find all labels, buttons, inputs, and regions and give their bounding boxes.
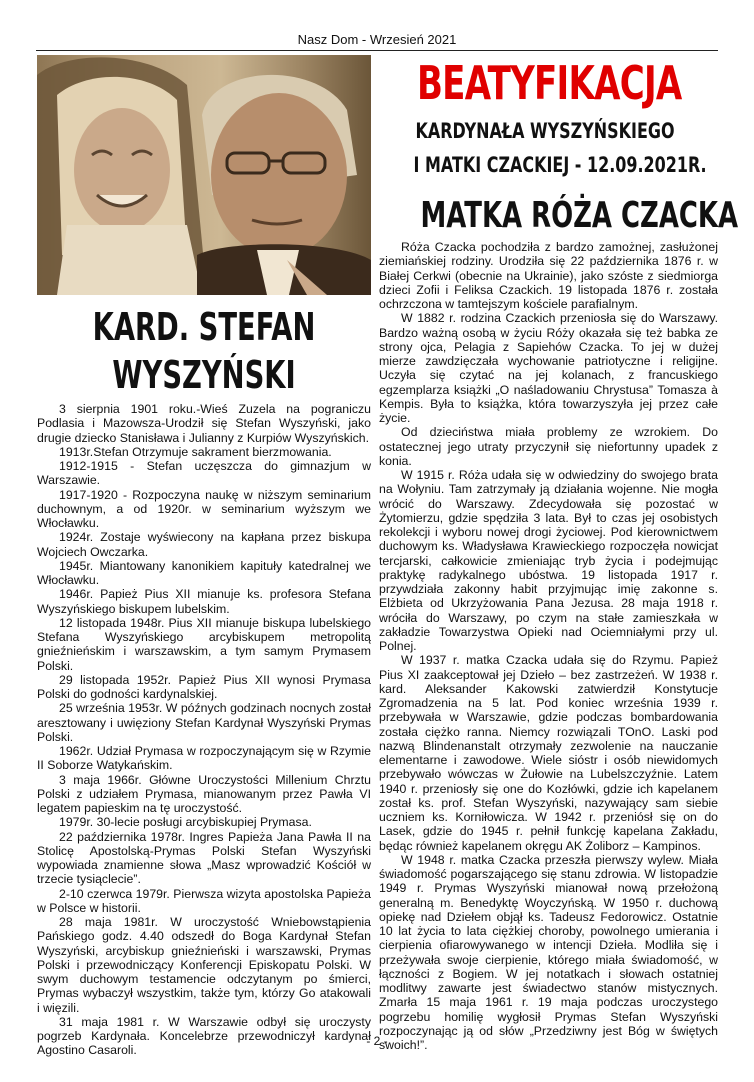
paragraph: Róża Czacka pochodziła z bardzo zamożnej, zasłużonej ziemiańskiej rodziny. Urodziła się 22 października 1876 r. w Białej Cerkwi (obecnie na Ukrainie), jako szóste z siedmiorga dzieci Zofii i Feliksa Czackich. 19 listopada 1876 r. została ochrzczona w tamtejszym kościele parafialnym. xyxy=(379,240,718,311)
czacka-column xyxy=(379,240,718,1052)
paragraph: 22 października 1978r. Ingres Papieża Jana Pawła II na Stolicę Apostolską-Prymas Polski Stefan Wyszyński wypowiada znamienne słowa „Masz wprowadzić Kościół w trzecie tysiąclecie”. xyxy=(37,829,371,887)
paragraph: 1913r.Stefan Otrzymuje sakrament bierzmowania. xyxy=(59,444,332,459)
paragraph: 29 listopada 1952r. Papież Pius XII wynosi Prymasa Polski do godności kardynalskiej. xyxy=(37,672,371,701)
photo-illustration xyxy=(37,55,371,295)
paragraph: 1979r. 30-lecie posługi arcybiskupiej Prymasa. xyxy=(59,815,312,830)
paragraph: 1924r. Zostaje wyświecony na kapłana przez biskupa Wojciech Owczarka. xyxy=(37,530,371,559)
wyszynski-heading-line-1: KARD. STEFAN xyxy=(92,305,316,349)
czacka-heading: MATKA RÓŻA CZACKA xyxy=(420,195,739,236)
paragraph: 31 maja 1981 r. W Warszawie odbył się uroczysty pogrzeb Kardynała. Koncelebrze przewodniczył kardynał Agostino Casaroli. xyxy=(37,1014,371,1058)
paragraph: 3 sierpnia 1901 roku.-Wieś Zuzela na pograniczu Podlasia i Mazowsza-Urodził się Stefan Wyszyński, jako drugie dziecko Stanisława i Julianny z Kurpiów Wyszyńskich. xyxy=(37,402,371,445)
paragraph: 1912-1915 - Stefan uczęszcza do gimnazjum w Warszawie. xyxy=(37,459,371,488)
paragraph: Od dzieciństwa miała problemy ze wzrokiem. Do ostatecznej jego utraty przyczynił się niefortunny upadek z konia. xyxy=(379,425,718,468)
paragraph: W 1948 r. matka Czacka przeszła pierwszy wylew. Miała świadomość pogarszającego się stanu zdrowia. W listopadzie 1949 r. Prymas Wyszyński mianował nową przełożoną generalną m. Benedyktę Woyczyńską. W 1950 r. duchową opiekę nad Dziełem objął ks. Tadeusz Fedorowicz. Ostatnie 10 lat życia to lata ciężkiej choroby, powolnego umierania i cierpienia ofiarowywanego w intencji Dzieła. Modliła się i przeżywała swoje cierpienie, którego miała świadomość, w łączności z Bogiem. W jej notatkach i słowach ostatniej modlitwy zawarte jest świadectwo stanów mistycznych. Zmarła 15 maja 1961 r. 19 maja podczas uroczystego pogrzebu homilię wygłosił Prymas Stefan Wyszyński rozpoczynając ją od słów „Przedziwny jest Bóg w świętych swoich!”. xyxy=(379,852,718,1052)
paragraph: 1917-1920 - Rozpoczyna naukę w niższym seminarium duchownym, a od 1920r. w seminarium wyższym we Włocławku. xyxy=(37,487,371,530)
main-title: BEATYFIKACJA xyxy=(416,56,682,110)
paragraph: W 1882 r. rodzina Czackich przeniosła się do Warszawy. Bardzo ważną osobą w życiu Róży okazała się też babka ze strony ojca, Pelagia z Sapiehów Czacka. To jej w dużej mierze zawdzięczała wychowanie patriotyczne i religijne. Uczyła się czytać na jej kolanach, z francuskiego egzemplarza książki „O naśladowaniu Chrystusa” Tomasza à Kempis. Była to książka, która towarzyszyła jej przez całe życie. xyxy=(379,311,718,425)
paragraph: 3 maja 1966r. Główne Uroczystości Millenium Chrztu Polski z udziałem Prymasa, mianowanym przez Pawła VI legatem papieskim na tę uroczystość. xyxy=(37,772,371,815)
paragraph: W 1915 r. Róża udała się w odwiedziny do swojego brata na Wołyniu. Tam zatrzymały ją działania wojenne. Nie mogła wrócić do Warszawy. Zdecydowała się pozostać w Żytomierzu, gdzie spędziła 3 lata. Był to czas jej osobistych rekolekcji i wyboru nowej drogi życiowej. Pod kierownictwem duchowym ks. Władysława Krawieckiego rozpoczęła nowicjat tercjarski, całkowicie zmieniając tryb życia i podejmując praktykę radykalnego ubóstwa. 19 listopada 1917 r. przywdziała zakonny habit przyjmując imię zakonne s. Elżbieta od Ukrzyżowania Pana Jezusa. 28 maja 1918 r. wróciła do Warszawy, po czym na stałe zamieszkała w zakładzie Towarzystwa Opieki nad Ociemniałymi przy ul. Polnej. xyxy=(379,468,718,653)
paragraph: 25 września 1953r. W późnych godzinach nocnych został aresztowany i uwięziony Stefan Kardynał Wyszyński Prymas Polski. xyxy=(37,701,371,744)
paragraph: W 1937 r. matka Czacka udała się do Rzymu. Papież Pius XI zaakceptował jej Dzieło – bez zastrzeżeń. W 1938 r. kard. Aleksander Kakowski zatwierdził Konstytucje Zgromadzenia na 5 lat. Pod koniec września 1939 r. przebywała w Warszawie, gdzie podczas bombardowania została ciężko ranna. Niemcy rozwiązali TOnO. Laski pod nazwą Blindenanstalt otrzymały zezwolenie na nauczanie elementarne i zawodowe. Wiele sióstr i osób niewidomych przebywało wówczas w Żułowie na Lubelszczyźnie. Latem 1940 r. przeniosły się one do Kozłówki, gdzie ich kapelanem został ks. prof. Stefan Wyszyński, nazywający sam siebie uczniem ks. Korniłowicza. W 1942 r. przeniósł się on do Lasek, gdzie do 1945 r. pełnił funkcję kapelana Zakładu, będąc również kapelanem okręgu AK Żoliborz – Kampinos. xyxy=(379,653,718,853)
subtitle-line-2: I MATKI CZACKIEJ - 12.09.2021R. xyxy=(413,153,707,177)
paragraph: 28 maja 1981r. W uroczystość Wniebowstąpienia Pańskiego godz. 4.40 odszedł do Boga Kardynał Stefan Wyszyński, arcybiskup gnieźnieński i warszawski, Prymas Polski i przewodniczący Konferencji Episkopatu Polski. W swym duchowym testamencie odczytanym po śmierci, Prymas wybaczył wszystkim, także tym, którzy Go atakowali i więzili. xyxy=(37,915,371,1015)
header-rule xyxy=(36,50,718,51)
page-number: - 2 - xyxy=(366,1034,388,1048)
sepia-photo xyxy=(37,55,371,295)
wyszynski-heading-line-2: WYSZYŃSKI xyxy=(112,353,296,397)
paragraph: 2-10 czerwca 1979r. Pierwsza wizyta apostolska Papieża w Polsce w historii. xyxy=(37,886,371,915)
paragraph: 12 listopada 1948r. Pius XII mianuje biskupa lubelskiego Stefana Wyszyńskiego arcybiskupem metropolitą gnieźnieńskim i warszawskim, a tym samym Prymasem Polski. xyxy=(37,615,371,673)
paragraph: 1945r. Miantowany kanonikiem kapituły katedralnej we Włocławku. xyxy=(37,558,371,587)
wyszynski-column xyxy=(37,402,371,1058)
running-header: Nasz Dom - Wrzesień 2021 xyxy=(297,32,457,47)
paragraph: 1946r. Papież Pius XII mianuje ks. profesora Stefana Wyszyńskiego biskupem lubelskim. xyxy=(37,587,371,616)
paragraph: 1962r. Udział Prymasa w rozpoczynającym się w Rzymie II Soborze Watykańskim. xyxy=(37,744,371,773)
subtitle-line-1: KARDYNAŁA WYSZYŃSKIEGO xyxy=(415,119,675,143)
